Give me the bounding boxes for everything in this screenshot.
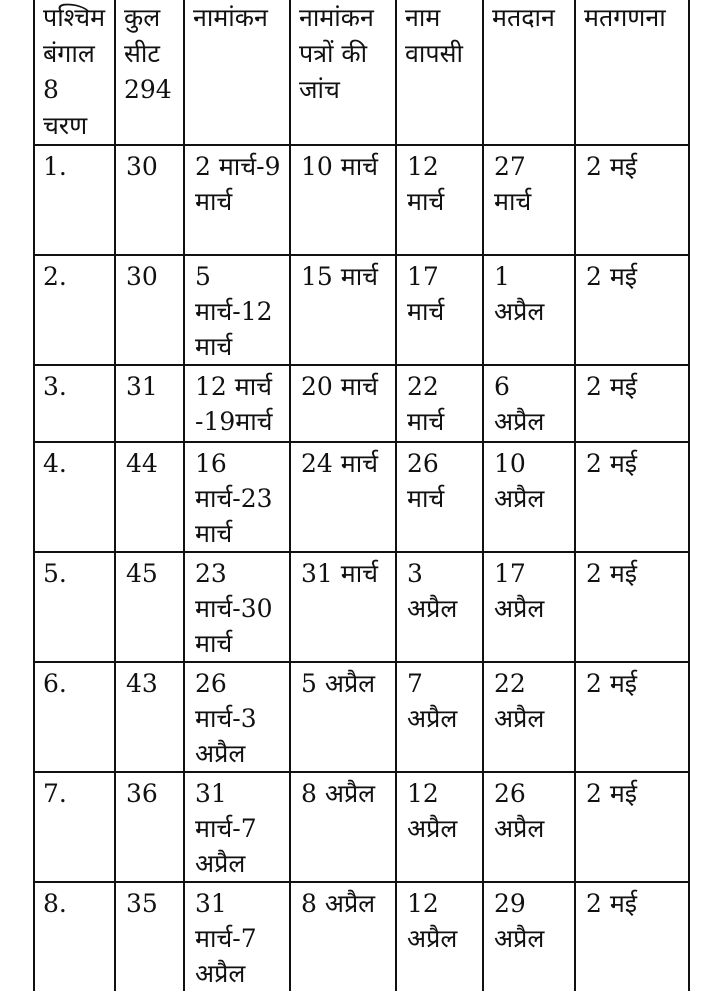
nomination-cell: 26 मार्च-3 अप्रैल [184, 662, 290, 772]
table-row [34, 255, 689, 365]
nomination-cell: 2 मार्च-9 मार्च [184, 145, 290, 255]
nomination-cell: 16 मार्च-23 मार्च [184, 442, 290, 552]
table-row [34, 365, 689, 442]
phase-cell: 6. [34, 662, 115, 772]
phase-cell: 4. [34, 442, 115, 552]
scrutiny-cell: 8 अप्रैल [290, 772, 396, 882]
polling-cell: 26 अप्रैल [483, 772, 575, 882]
withdrawal-cell: 12 मार्च [396, 145, 483, 255]
counting-cell: 2 मई [575, 552, 689, 662]
withdrawal-cell: 7 अप्रैल [396, 662, 483, 772]
phase-cell: 2. [34, 255, 115, 365]
scrutiny-cell: 20 मार्च [290, 365, 396, 442]
table-row [34, 662, 689, 772]
counting-cell: 2 मई [575, 772, 689, 882]
polling-cell: 27 मार्च [483, 145, 575, 255]
phase-cell: 3. [34, 365, 115, 442]
withdrawal-cell: 12 अप्रैल [396, 882, 483, 991]
scrutiny-cell: 24 मार्च [290, 442, 396, 552]
withdrawal-cell: 26 मार्च [396, 442, 483, 552]
seats-cell: 43 [115, 662, 184, 772]
withdrawal-cell: 12 अप्रैल [396, 772, 483, 882]
polling-cell: 10 अप्रैल [483, 442, 575, 552]
scrutiny-cell: 15 मार्च [290, 255, 396, 365]
polling-cell: 1 अप्रैल [483, 255, 575, 365]
scrutiny-cell: 31 मार्च [290, 552, 396, 662]
withdrawal-cell: 3 अप्रैल [396, 552, 483, 662]
phase-cell: 5. [34, 552, 115, 662]
header-cell: पश्चिम बंगाल 8 चरण [34, 0, 115, 145]
polling-cell: 17 अप्रैल [483, 552, 575, 662]
scrutiny-cell: 8 अप्रैल [290, 882, 396, 991]
counting-cell: 2 मई [575, 145, 689, 255]
table-row [34, 882, 689, 991]
election-schedule-table [33, 0, 690, 991]
counting-cell: 2 मई [575, 365, 689, 442]
header-cell: मतगणना [575, 0, 689, 145]
table-row [34, 442, 689, 552]
counting-cell: 2 मई [575, 662, 689, 772]
counting-cell: 2 मई [575, 882, 689, 991]
counting-cell: 2 मई [575, 255, 689, 365]
withdrawal-cell: 22 मार्च [396, 365, 483, 442]
nomination-cell: 12 मार्च -19मार्च [184, 365, 290, 442]
withdrawal-cell: 17 मार्च [396, 255, 483, 365]
seats-cell: 45 [115, 552, 184, 662]
seats-cell: 44 [115, 442, 184, 552]
seats-cell: 31 [115, 365, 184, 442]
polling-cell: 29 अप्रैल [483, 882, 575, 991]
header-cell: नाम वापसी [396, 0, 483, 145]
polling-cell: 6 अप्रैल [483, 365, 575, 442]
header-cell: कुल सीट 294 [115, 0, 184, 145]
scrutiny-cell: 10 मार्च [290, 145, 396, 255]
polling-cell: 22 अप्रैल [483, 662, 575, 772]
table-row [34, 552, 689, 662]
seats-cell: 35 [115, 882, 184, 991]
seats-cell: 36 [115, 772, 184, 882]
phase-cell: 1. [34, 145, 115, 255]
nomination-cell: 5 मार्च-12 मार्च [184, 255, 290, 365]
phase-cell: 8. [34, 882, 115, 991]
table-row [34, 145, 689, 255]
table-header-row [34, 0, 689, 145]
nomination-cell: 31 मार्च-7 अप्रैल [184, 772, 290, 882]
header-cell: नामांकन [184, 0, 290, 145]
table-row [34, 772, 689, 882]
nomination-cell: 31 मार्च-7 अप्रैल [184, 882, 290, 991]
seats-cell: 30 [115, 255, 184, 365]
nomination-cell: 23 मार्च-30 मार्च [184, 552, 290, 662]
header-cell: नामांकन पत्रों की जांच [290, 0, 396, 145]
seats-cell: 30 [115, 145, 184, 255]
phase-cell: 7. [34, 772, 115, 882]
scrutiny-cell: 5 अप्रैल [290, 662, 396, 772]
header-cell: मतदान [483, 0, 575, 145]
counting-cell: 2 मई [575, 442, 689, 552]
